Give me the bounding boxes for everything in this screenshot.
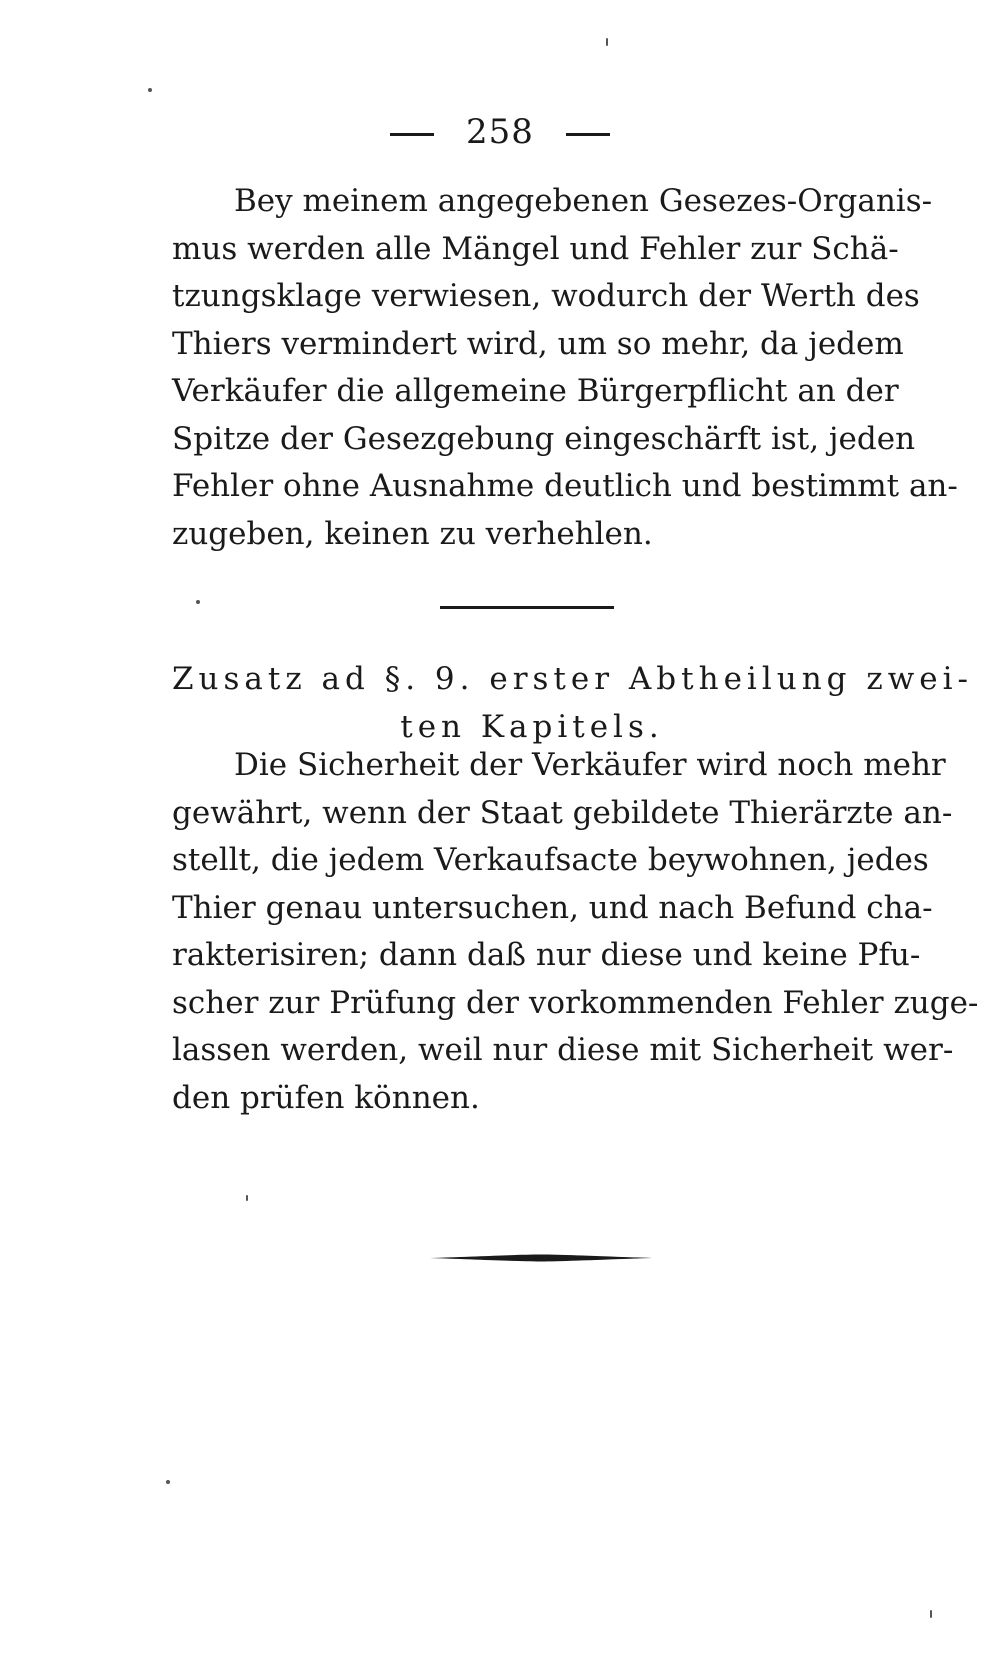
paper-speck	[930, 1610, 932, 1618]
paragraph-line: Spitze der Gesezgebung eingeschärft ist, jeden	[172, 420, 916, 457]
paragraph-line: stellt, die jedem Verkaufsacte beywohnen, jedes	[172, 842, 929, 878]
paragraph-line: Die Sicherheit der Verkäufer wird noch mehr	[234, 747, 946, 783]
page-number-dash-left	[390, 133, 434, 136]
paragraph-line: lassen werden, weil nur diese mit Sicherheit wer-	[172, 1032, 954, 1068]
paragraph-line: den prüfen können.	[172, 1079, 480, 1116]
heading-line-1: Zusatz ad §. 9. erster Abtheilung zwei-	[172, 661, 973, 697]
paragraph-1	[172, 178, 958, 558]
paragraph-line: zugeben, keinen zu verhehlen.	[172, 515, 653, 552]
paper-speck	[148, 88, 152, 92]
end-rule-shape	[430, 1254, 652, 1262]
paragraph-line: rakterisiren; dann daß nur diese und keine Pfu-	[172, 937, 921, 973]
paper-speck	[166, 1480, 170, 1484]
paragraph-line: Verkäufer die allgemeine Bürgerpflicht an der	[172, 373, 899, 409]
end-ornament-rule	[430, 1254, 652, 1262]
paragraph-2	[172, 742, 979, 1122]
paragraph-line: scher zur Prüfung der vorkommenden Fehler zuge-	[172, 984, 979, 1021]
paragraph-line: Thiers vermindert wird, um so mehr, da jedem	[172, 325, 904, 362]
page-number-dash-right	[566, 133, 610, 136]
page-number-text: 258	[466, 112, 534, 152]
paragraph-line: Thier genau untersuchen, und nach Befund cha-	[172, 889, 933, 926]
paragraph-line: Fehler ohne Ausnahme deutlich und bestimmt an-	[172, 468, 958, 504]
paragraph-line: gewährt, wenn der Staat gebildete Thierärzte an-	[172, 794, 953, 831]
paragraph-line: mus werden alle Mängel und Fehler zur Schä-	[172, 230, 899, 267]
section-heading	[172, 655, 973, 751]
paper-speck	[196, 600, 200, 604]
paragraph-line: Bey meinem angegebenen Gesezes-Organis-	[234, 183, 933, 219]
section-divider	[440, 606, 614, 609]
paper-speck	[246, 1195, 248, 1201]
heading-line-2: ten Kapitels.	[400, 709, 664, 745]
paragraph-line: tzungsklage verwiesen, wodurch der Werth des	[172, 278, 920, 314]
paper-speck	[606, 38, 608, 46]
page-number	[0, 112, 1000, 152]
